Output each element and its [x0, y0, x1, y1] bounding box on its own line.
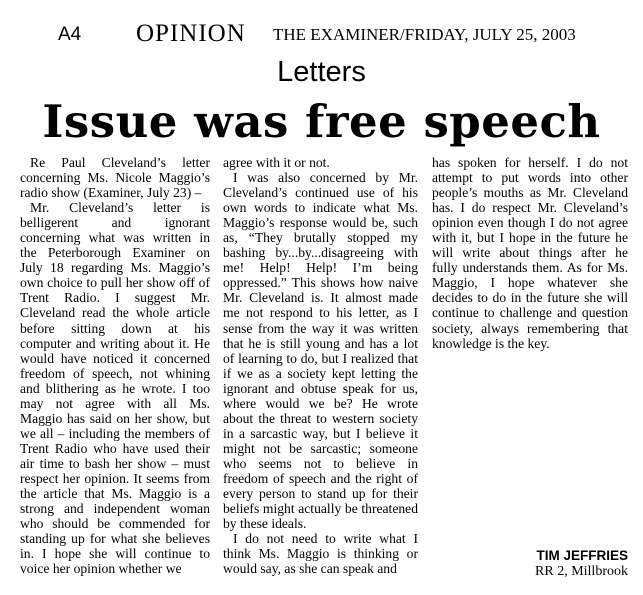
signature-name: TIM JEFFRIES	[536, 548, 628, 563]
headline: Issue was free speech	[42, 95, 601, 148]
letter-paragraph-continued: agree with it or not.	[223, 155, 330, 170]
page-header	[0, 20, 643, 50]
letter-paragraph: Mr. Cleveland’s letter is belligerent and ignorant concerning what was written in the Peterborough Examiner on July 18 regarding Ms. Maggio’s own choice to pull her show off of Trent Radio. I suggest Mr. Cleveland read the whole article before sitting down at his computer and writing about it. He would have noticed it concerned freedom of speech, not whining and blithering as he wrote. I too may not agree with all Ms. Maggio has said on her show, but we all – including the members of Trent Radio who have used their air time to bash her show – must respect her opinion. It seems from the article that Ms. Maggio is a strong and independent woman who should be commended for standing up for what she believes in. I hope she will continue to voice her opinion whether we	[20, 200, 210, 577]
section-name: OPINION	[136, 20, 246, 47]
section-kicker: Letters	[277, 56, 366, 88]
article-column-1	[20, 155, 210, 576]
letter-paragraph-continued: has spoken for herself. I do not attempt to put words into other people’s mouths as Mr. Cleveland has. I do respect Mr. Cleveland’s opinion even though I do not agree with it, but I hope in the future he will write about things after he fully understands them. As for Ms. Maggio, I hope whatever she decides to do in the future she will continue to challenge and question society, always remembering that knowledge is the key.	[432, 155, 628, 351]
signature-location: RR 2, Millbrook	[535, 564, 628, 579]
letter-paragraph: Re Paul Cleveland’s letter concerning Ms. Nicole Maggio’s radio show (Examiner, July 23) –	[20, 155, 210, 201]
dateline: THE EXAMINER/FRIDAY, JULY 25, 2003	[273, 25, 576, 44]
letter-paragraph: I was also concerned by Mr. Cleveland’s continued use of his own words to indicate what Ms. Maggio’s response would be, such as, “They brutally stopped my bashing by...by...disagreeing with me! Help! Help! I’m being oppressed.” This shows how naive Mr. Cleveland is. It almost made me not respond to his letter, as I sense from the way it was written that he is still young and has a lot of learning to do, but I realized that if we as a society kept letting the ignorant and obtuse speak for us, where would we be? He wrote about the threat to western society in a sarcastic way, but I believe it might not be sarcastic; someone who seems not to believe in freedom of speech and the right of every person to stand up for their beliefs might actually be threatened by these ideals.	[223, 170, 418, 532]
article-column-2	[223, 155, 418, 576]
letter-paragraph: I do not need to write what I think Ms. Maggio is thinking or would say, as she can speak and	[223, 531, 418, 577]
article-column-3	[432, 155, 628, 351]
page-number: A4	[58, 24, 82, 45]
